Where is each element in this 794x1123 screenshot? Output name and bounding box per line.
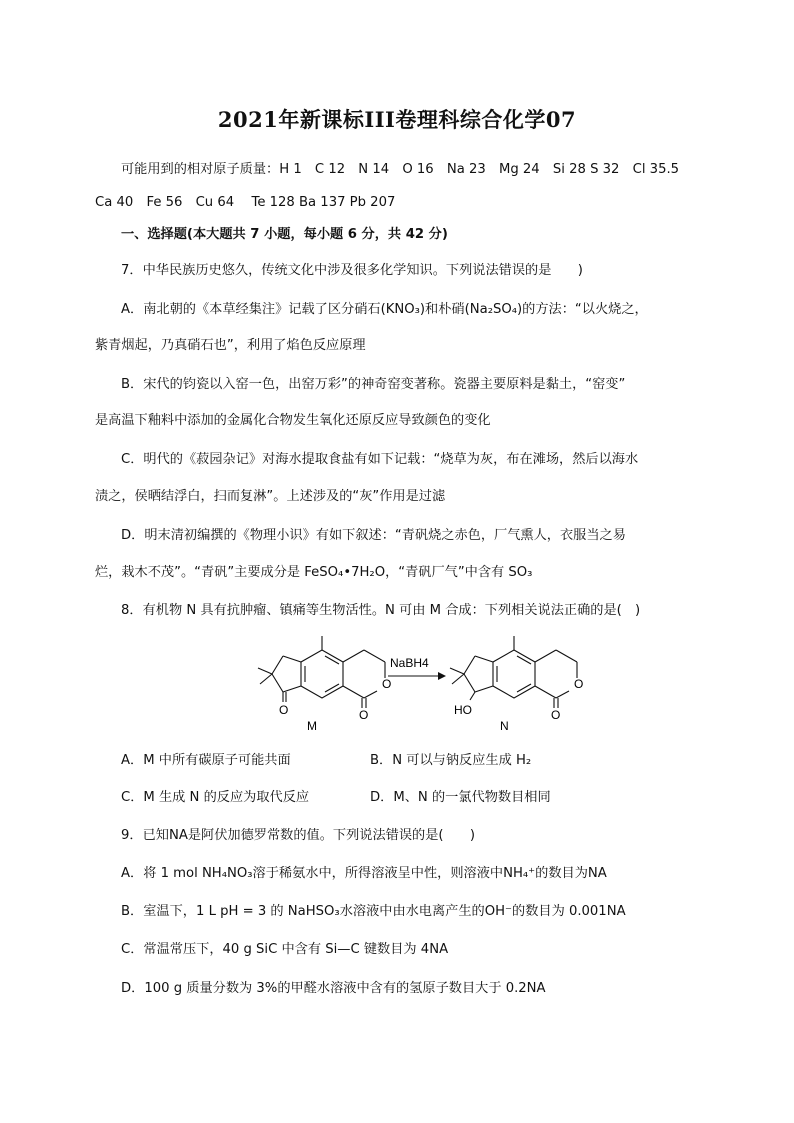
q8-option-c: C．M 生成 N 的反应为取代反应 [121,790,310,805]
atomic-masses-line1: 可能用到的相对原子质量：H 1 C 12 N 14 O 16 Na 23 Mg 24 Si 28 S 32 Cl 35.5 [121,162,680,177]
q8-stem: 8．有机物 N 具有抗肿瘤、镇痛等生物活性。N 可由 M 合成：下列相关说法正确的是( ) [121,603,641,618]
q9-option-d: D．100 g 质量分数为 3%的甲醛水溶液中含有的氢原子数目大于 0.2NA [121,981,546,996]
q8-option-a: A．M 中所有碳原子可能共面 [121,753,291,768]
label-n: N [500,719,509,733]
molecule-m [258,636,385,708]
q9-option-a: A．将 1 mol NH₄NO₃溶于稀氨水中，所得溶液呈中性，则溶液中NH₄⁺的数目为NA [121,866,607,881]
atomic-masses-line2: Ca 40 Fe 56 Cu 64 Te 128 Ba 137 Pb 207 [95,195,396,210]
n-hydroxyl: HO [454,703,472,717]
m-carbonyl-o: O [359,708,369,722]
m-ring-o: O [382,677,392,691]
q9-option-c: C．常温常压下，40 g SiC 中含有 Si—C 键数目为 4NA [121,942,449,957]
q7-option-c-line2: 渍之，侯晒结浮白，扫而复淋”。上述涉及的“灰”作用是过滤 [95,489,446,504]
reaction-arrowhead [438,672,446,680]
q7-option-d-line1: D．明末清初编撰的《物理小识》有如下叙述：“青矾烧之赤色，厂气熏人，衣服当之易 [121,528,626,543]
q8-option-d: D．M、N 的一氯代物数目相同 [370,790,551,805]
section-heading: 一、选择题(本大题共 7 小题，每小题 6 分，共 42 分) [121,227,448,242]
q7-stem: 7．中华民族历史悠久，传统文化中涉及很多化学知识。下列说法错误的是 ) [121,263,583,278]
q9-option-b: B．室温下，1 L pH = 3 的 NaHSO₃水溶液中由水电离产生的OH⁻的数目为 0.001NA [121,904,626,919]
q9-stem: 9．已知NA是阿伏加德罗常数的值。下列说法错误的是( ) [121,828,476,843]
q7-option-b-line1: B．宋代的钧瓷以入窑一色，出窑万彩”的神奇窑变著称。瓷器主要原料是黏土，“窑变” [121,377,626,392]
label-m: M [307,719,317,733]
reaction-scheme [250,636,584,736]
q7-option-a-line2: 紫青烟起，乃真硝石也”，利用了焰色反应原理 [95,338,366,353]
m-ketone-o: O [279,703,289,717]
q8-option-b: B．N 可以与钠反应生成 H₂ [370,753,532,768]
q7-option-c-line1: C．明代的《菽园杂记》对海水提取食盐有如下记载：“烧草为灰，布在滩场，然后以海水 [121,452,639,467]
q7-option-d-line2: 烂，栽木不茂”。“青矾”主要成分是 FeSO₄•7H₂O，“青矾厂气”中含有 SO₃ [95,565,533,580]
n-ring-o: O [574,677,584,691]
reagent-label: NaBH4 [390,656,429,670]
page-title: 2021年新课标III卷理科综合化学07 [217,107,577,132]
n-carbonyl-o: O [551,708,561,722]
q7-option-b-line2: 是高温下釉料中添加的金属化合物发生氧化还原反应导致颜色的变化 [95,413,491,428]
q7-option-a-line1: A．南北朝的《本草经集注》记载了区分硝石(KNO₃)和朴硝(Na₂SO₄)的方法：“以火烧之， [121,302,648,317]
molecule-n [450,636,577,708]
